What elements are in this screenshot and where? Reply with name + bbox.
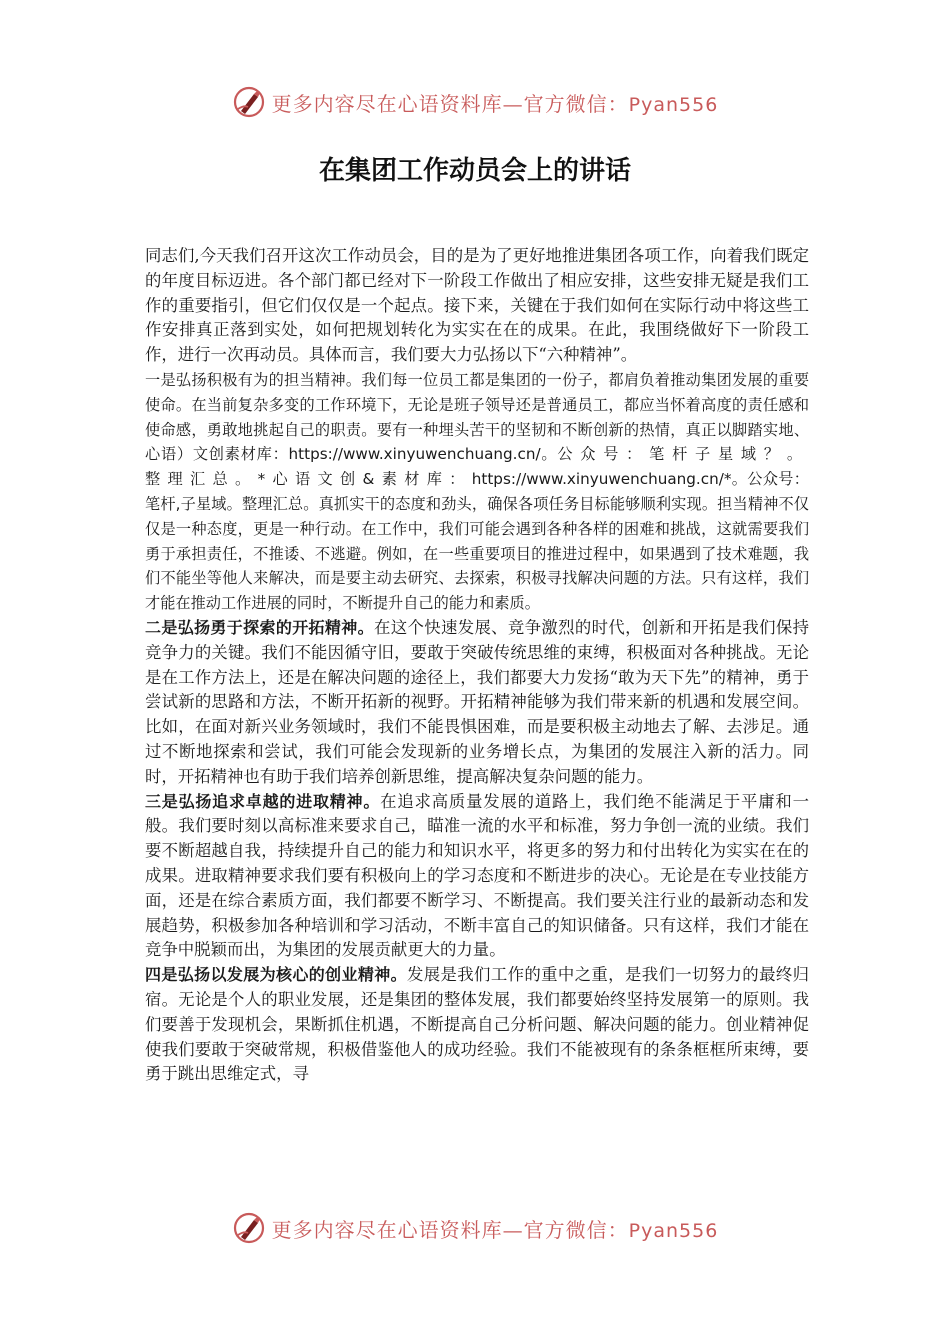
watermark-text: 更多内容尽在心语资料库—官方微信：Pyan556 <box>271 91 719 116</box>
paragraph-spirit-3: 三是弘扬追求卓越的进取精神。在追求高质量发展的道路上，我们绝不能满足于平庸和一般。我们要时刻以高标准来要求自己，瞄准一流的水平和标准，努力争创一流的业绩。我们要不断超越自我，持续提升自己的能力和知识水平，将更多的努力和付出转化为实实在在的成果。进取精神要求我们要有积极向上的学习态度和不断进步的决心。无论是在专业技能方面，还是在综合素质方面，我们都要不断学习、不断提高。我们要关注行业的最新动态和发展趋势，积极参加各种培训和学习活动，不断丰富自己的知识储备。只有这样，我们才能在竞争中脱颖而出，为集团的发展贡献更大的力量。 <box>145 791 809 960</box>
document-title: 在集团工作动员会上的讲话 <box>318 156 631 186</box>
pen-logo-icon <box>232 85 266 119</box>
paragraph-spirit-4: 四是弘扬以发展为核心的创业精神。发展是我们工作的重中之重，是我们一切努力的最终归宿。无论是个人的职业发展，还是集团的整体发展，我们都要始终坚持发展第一的原则。我们要善于发现机会，果断抓住机遇，不断提高自己分析问题、解决问题的能力。创业精神促使我们要敢于突破常规，积极借鉴他人的成功经验。我们不能被现有的条条框框所束缚，要勇于跳出思维定式，寻 <box>145 965 809 1084</box>
paragraph-lead: 二是弘扬勇于探索的开拓精神。 <box>145 617 374 637</box>
pen-logo-icon <box>232 1211 266 1245</box>
intro-paragraph: 同志们,今天我们召开这次工作动员会，目的是为了更好地推进集团各项工作，向着我们既定的年度目标迈进。各个部门都已经对下一阶段工作做出了相应安排，这些安排无疑是我们工作的重要指引，但它们仅仅是一个起点。接下来，关键在于我们如何在实际行动中将这些工作安排真正落到实处，如何把规划转化为实实在在的成果。在此，我围绕做好下一阶段工作，进行一次再动员。具体而言，我们要大力弘扬以下“六种精神”。 <box>145 246 809 365</box>
paragraph-lead: 四是弘扬以发展为核心的创业精神。 <box>145 965 407 985</box>
watermark-handle: Pyan556 <box>628 93 719 116</box>
watermark-handle: Pyan556 <box>628 1219 719 1242</box>
document-body <box>145 244 809 1087</box>
header-watermark-banner <box>0 82 950 122</box>
paragraph-spirit-1: 一是弘扬积极有为的担当精神。我们每一位员工都是集团的一份子，都肩负着推动集团发展的重要使命。在当前复杂多变的工作环境下，无论是班子领导还是普通员工，都应当怀着高度的责任感和使命感，勇敢地挑起自己的职责。要有一种埋头苦干的坚韧和不断创新的热情，真正以脚踏实地、心语）文创素材库：https://www.xinyuwenchuang.cn/。公众号：笔杆子星域？。整理汇总。*心语文创&素材库：https://www.xinyuwenchuang.cn/*。公众号：笔杆,子星域。整理汇总。真抓实干的态度和劲头，确保各项任务目标能够顺利实现。担当精神不仅仅是一种态度，更是一种行动。在工作中，我们可能会遇到各种各样的困难和挑战，这就需要我们勇于承担责任，不推诿、不逃避。例如，在一些重要项目的推进过程中，如果遇到了技术难题，我们不能坐等他人来解决，而是要主动去研究、去探索，积极寻找解决问题的方法。只有这样，我们才能在推动工作进展的同时，不断提升自己的能力和素质。 <box>145 370 810 613</box>
footer-watermark-banner <box>0 1208 950 1248</box>
spaced-watermark-text: 公众号：笔杆子星域？。整理汇总。*心语文创&素材库： <box>145 445 810 489</box>
watermark-text: 更多内容尽在心语资料库—官方微信：Pyan556 <box>271 1217 719 1242</box>
paragraph-lead: 三是弘扬追求卓越的进取精神。 <box>145 791 381 811</box>
paragraph-spirit-2: 二是弘扬勇于探索的开拓精神。在这个快速发展、竞争激烈的时代，创新和开拓是我们保持竞争力的关键。我们不能因循守旧，要敢于突破传统思维的束缚，积极面对各种挑战。无论是在工作方法上，还是在解决问题的途径上，我们都要大力发扬“敢为天下先”的精神，勇于尝试新的思路和方法，不断开拓新的视野。开拓精神能够为我们带来新的机遇和发展空间。比如，在面对新兴业务领域时，我们不能畏惧困难，而是要积极主动地去了解、去涉足。通过不断地探索和尝试，我们可能会发现新的业务增长点，为集团的发展注入新的活力。同时，开拓精神也有助于我们培养创新思维，提高解决复杂问题的能力。 <box>145 617 809 786</box>
